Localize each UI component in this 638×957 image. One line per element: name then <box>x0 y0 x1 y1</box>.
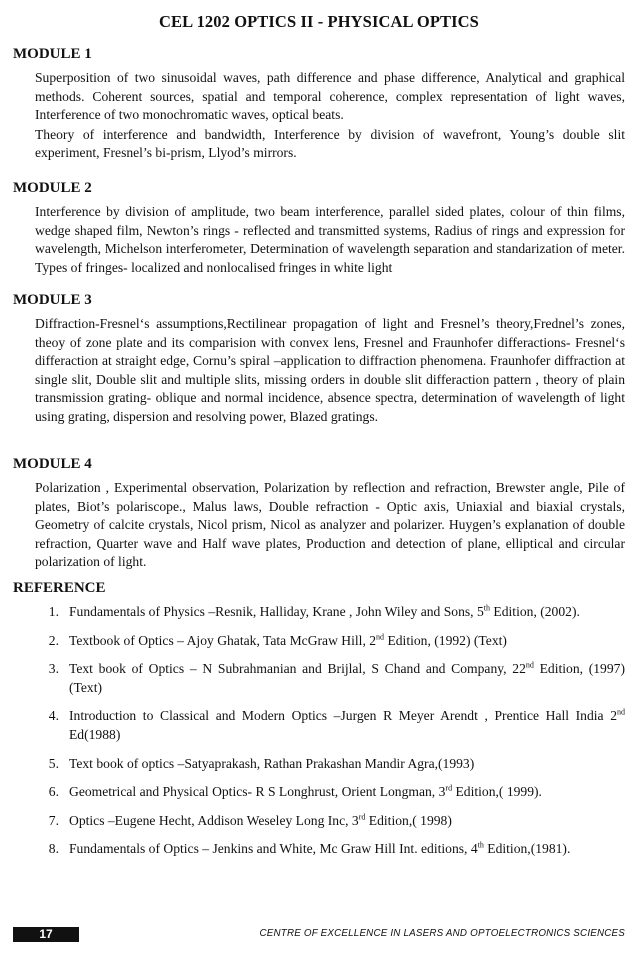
page-title: CEL 1202 OPTICS II - PHYSICAL OPTICS <box>159 12 479 31</box>
page-number: 17 <box>13 927 79 942</box>
module-paragraph: Superposition of two sinusoidal waves, path difference and phase difference, Analytical and graphical methods. Coherent sources, spatial and temporal coherence, complex representation of light waves, Interference of two monochromatic waves, optical beats. <box>35 70 625 123</box>
module-1 <box>13 46 625 163</box>
reference-list <box>13 603 625 859</box>
reference-heading: REFERENCE <box>13 580 106 596</box>
module-paragraph: Interference by division of amplitude, two beam interference, parallel sided plates, colour of thin films, wedge shaped film, Newton’s rings - reflected and transmitted systems, Radius of rings and expression for wavelength, Michelson interferometer, Determination of wavelength separation and standarization of meter. Types of fringes- localized and nonlocalised fringes in white light <box>35 204 625 275</box>
module-4 <box>13 456 625 572</box>
reference-number: 8. <box>48 841 59 857</box>
reference-item <box>13 783 625 802</box>
reference-item <box>13 812 625 831</box>
reference-item <box>13 707 625 744</box>
reference-text: Fundamentals of Optics – Jenkins and White, Mc Graw Hill Int. editions, 4th Edition,(1981). <box>69 840 571 857</box>
reference-item <box>13 632 625 651</box>
module-heading: MODULE 1 <box>13 46 92 62</box>
reference-text: Geometrical and Physical Optics- R S Longhrust, Orient Longman, 3rd Edition,( 1999). <box>69 783 542 800</box>
page-footer <box>13 927 625 943</box>
reference-text: Text book of optics –Satyaprakash, Rathan Prakashan Mandir Agra,(1993) <box>69 755 475 771</box>
reference-number: 3. <box>48 661 59 677</box>
reference-number: 7. <box>48 812 59 828</box>
module-heading: MODULE 2 <box>13 180 92 196</box>
reference-item <box>13 660 625 697</box>
reference-item <box>13 755 625 774</box>
module-3 <box>13 292 625 427</box>
reference-number: 6. <box>48 784 59 800</box>
reference-text: Optics –Eugene Hecht, Addison Weseley Long Inc, 3rd Edition,( 1998) <box>69 812 452 828</box>
module-heading: MODULE 3 <box>13 292 92 308</box>
reference-number: 2. <box>48 632 59 648</box>
reference-number: 4. <box>48 708 59 724</box>
module-heading: MODULE 4 <box>13 456 92 472</box>
module-paragraph: Diffraction-Fresnel‘s assumptions,Rectilinear propagation of light and Fresnel’s theory,Frednel’s zones, theoy of zone plate and its comparision with convex lens, Fresnel and Fraunhofer differactions- Fresnel‘s differaction at straight edge, Cornu’s spiral –application to diffraction phenomena. Fraunhofer diffraction at single slit, Double slit and multiple slits, missing orders in double slit differaction pattern , theory of plain transmission grating- oblique and normal incidence, absence spectra, determination of wavelength of light using grating, dispersion and resolving power, Blazed gratings. <box>35 316 625 424</box>
module-paragraph: Polarization , Experimental observation, Polarization by reflection and refraction, Brewster angle, Pile of plates, Biot’s polariscope., Malus laws, Double refraction - Optic axis, Uniaxial and biaxial crystals, Geometry of calcite crystals, Nicol prism, Nicol as analyzer and polarizer. Huygen’s explanation of double refraction, Quarter wave and Half wave plates, Production and detection of plane, elliptical and circular polarization of light. <box>35 480 625 570</box>
reference-number: 5. <box>48 755 59 771</box>
reference-section <box>13 580 625 869</box>
reference-item <box>13 840 625 859</box>
footer-centre-name: CENTRE OF EXCELLENCE IN LASERS AND OPTOELECTRONICS SCIENCES <box>259 928 625 939</box>
reference-text: Textbook of Optics – Ajoy Ghatak, Tata McGraw Hill, 2nd Edition, (1992) (Text) <box>69 632 507 648</box>
reference-text: Text book of Optics – N Subrahmanian and Brijlal, S Chand and Company, 22nd Edition, (1997) (Text) <box>69 660 625 695</box>
reference-item <box>13 603 625 622</box>
reference-number: 1. <box>48 604 59 619</box>
reference-text: Fundamentals of Physics –Resnik, Halliday, Krane , John Wiley and Sons, 5th Edition, (2002). <box>69 603 580 619</box>
module-paragraph: Theory of interference and bandwidth, Interference by division of wavefront, Young’s double slit experiment, Fresnel’s bi-prism, Llyod’s mirrors. <box>35 126 625 161</box>
module-2 <box>13 180 625 277</box>
reference-text: Introduction to Classical and Modern Optics –Jurgen R Meyer Arendt , Prentice Hall India 2nd Ed(1988) <box>69 707 625 742</box>
